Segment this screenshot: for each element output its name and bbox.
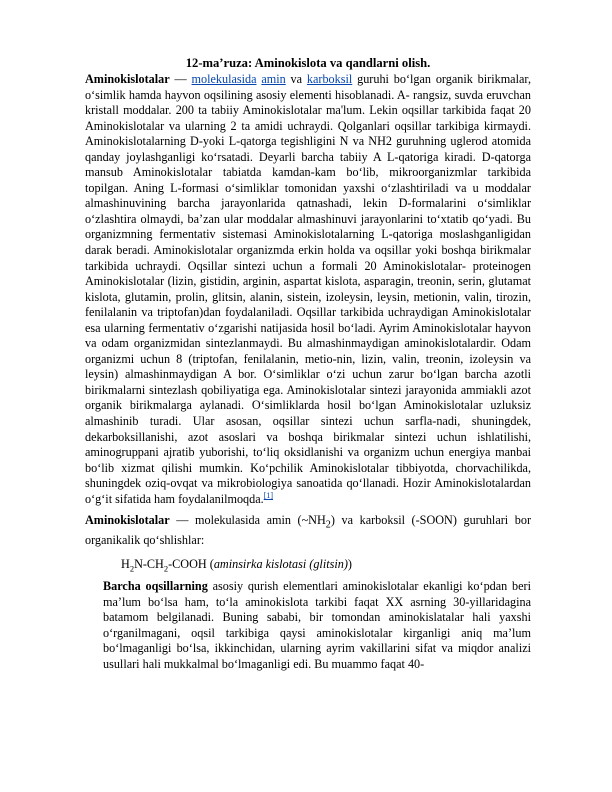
link-amin[interactable]: amin	[261, 72, 286, 86]
glycine-formula	[121, 556, 531, 576]
paragraph-aminoacids-groups	[85, 513, 531, 549]
term-aminokislotalar: Aminokislotalar	[85, 72, 170, 86]
formula-name: aminsirka kislotasi (glitsin)	[213, 556, 348, 571]
term-barcha-oqsillarning: Barcha oqsillarning	[103, 579, 208, 594]
formula-subscript: 2	[163, 563, 169, 574]
formula-subscript: 2	[129, 563, 135, 574]
formula-part: H	[121, 556, 130, 571]
dash: —	[169, 72, 192, 86]
term-aminokislotalar-2: Aminokislotalar	[85, 513, 170, 528]
document-page	[85, 55, 531, 673]
paragraph-body: asosiy qurish elementlari aminokislotalar ekanligi ko‘pdan beri ma’lum bo‘lsa ham, to‘la aminokislota tarkibi faqat XX asrning 30-yillaridagina batamom belgilanadi. Buning sababi, bir tomondan aminokislatalar hali yaxshi o‘rganilmagani, oqsil tarkibiga qaysi aminokislotalar kirganligi aniq ma’lum bo‘lmaganligi bo‘lsa, ikkinchidan, ularning ayrim vakillarini sifat va miqdor analizi usullari hali mukkalmal bo‘lmaganligi edi. Bu muammo faqat 40-	[103, 579, 531, 672]
footnote-link[interactable]: [1]	[263, 490, 274, 500]
paragraph-aminoacids-definition	[85, 72, 531, 507]
formula-part: )	[347, 556, 352, 571]
link-karboksil[interactable]: karboksil	[306, 72, 353, 86]
text-part: ) va karboksil (-SOON) guruhlari bor organikalik qo‘shlishlar:	[85, 513, 532, 548]
text-part: — molekulasida amin (~NH	[169, 513, 326, 528]
formula-part: N-CH	[134, 556, 164, 571]
formula-part: -COOH (	[168, 556, 214, 571]
link-molekulasida[interactable]: molekulasida	[191, 72, 257, 86]
subscript: 2	[325, 519, 331, 531]
lecture-title: 12-ma’ruza: Aminokislota va qandlarni olish.	[185, 56, 431, 70]
paragraph-proteins	[103, 579, 531, 672]
paragraph-body: guruhi bo‘lgan organik birikmalar, o‘simlik hamda hayvon oqsilining asosiy elementi hisoblanadi. A- rangsiz, suvda eruvchan kristall moddalar. 200 ta tabiiy Aminokislotalar ma'lum. Lekin oqsillar tarkibida faqat 20 Aminokislotalar va ularning 2 ta amidi uchraydi. Qolganlari oqsillar tarkibiga kirmaydi. Aminokislotalarning D-yoki L-qatorga tegishligini N va NH2 guruhning uglerod atomida qanday joylashganligi ko‘rsatadi. Deyarli barcha tabiiy A L-qatoriga kiradi. D-qatorga mansub Aminokislotalar tabiatda kamdan-kam bo‘lib, mikroorganizmlar tarkibida topilgan. Aning L-formasi o‘simliklar tomonidan yaxshi o‘zlashtiriladi va u moddalar almashinuvining barcha jarayonlarida qatnashadi, lekin D-formalarini o‘simliklar o‘zlashtira olmaydi, ba’zan ular moddalar almashinuvi jarayonlarini to‘xtatib qo‘yadi. Bu organizmning fermentativ sistemasi Aminokislotalarning L-qatoriga moslashganligidan darak beradi. Aminokislotalar organizmda erkin holda va oqsillar yoki boshqa birikmalar tarkibida uchraydi. Oqsillar sintezi uchun a formali 20 Aminokislotalar- proteinogen Aminokislotalar (lizin, gistidin, arginin, aspartat kislota, asparagin, treonin, serin, glutamat kislota, glutamin, prolin, glitsin, alanin, sistein, izoleysin, leysin, metionin, valin, tirozin, fenilalanin va triptofan)dan foydalaniladi. Oqsillar tarkibida uchraydigan Aminokislotalar esa ularning fermentativ o‘zgarishi natijasida hosil bo‘ladi. Ayrim Aminokislotalar hayvon va odam organizmidan sintezlanmaydi. Bu almashinmaydigan aminokislotalardir. Odam organizmi uchun 8 (triptofan, fenilalanin, metio-nin, lizin, valin, treonin, izoleysin va leysin) almashinmaydigan A bor. O‘simliklar o‘zi uchun zarur bo‘lgan barcha azotli birikmalarni sintezlash qobiliyatiga ega. Aminokislotalar sintezi jarayonida ammiakli azot organik birikmalarga aylanadi. O‘simliklarda hosil bo‘lgan Aminokislotalar uzluksiz almashinib turadi. Ular asosan, oqsillar sintezi uchun sarfla-nadi, shuningdek, dekarboksillanishi, azot asoslari va boshqa birikmalar sintezi uchun ishlatilishi, aminogruppani ajratib yuborishi, to‘liq oksidlanishi va organizm uchun energiya manbai bo‘lib xizmat qilishi mumkin. Ko‘pchilik Aminokislotalar tibbiyotda, chorvachilikda, shuningdek oziq-ovqat va mikrobiologiya sanoatida qo‘llanadi. Hozir Aminokislotalardan o‘g‘it sifatida ham foydalanilmoqda.	[85, 72, 531, 506]
conjunction-va: va	[285, 72, 307, 86]
